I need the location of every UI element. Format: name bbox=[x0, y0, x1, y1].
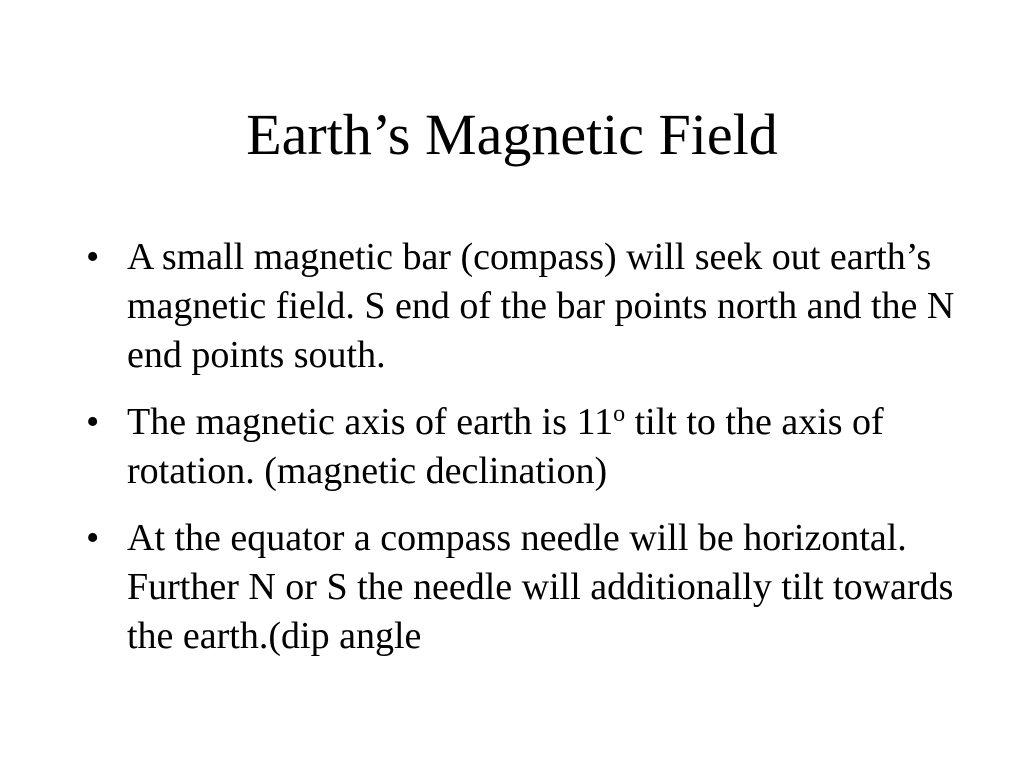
bullet-item-dip-angle bbox=[86, 514, 967, 661]
degree-superscript: o bbox=[613, 401, 626, 427]
bullet-icon: • bbox=[86, 517, 100, 559]
bullet-text-part: The magnetic axis of earth is 11 bbox=[127, 401, 614, 443]
bullet-text-part: tilt to the axis of rotation. (magnetic declination) bbox=[127, 401, 884, 492]
slide-title: Earth’s Magnetic Field bbox=[246, 102, 778, 167]
bullet-item-compass bbox=[86, 233, 967, 380]
bullet-list bbox=[86, 233, 967, 679]
bullet-text bbox=[127, 401, 884, 492]
bullet-icon: • bbox=[86, 401, 100, 443]
bullet-text: At the equator a compass needle will be horizontal. Further N or S the needle will additionally tilt towards the earth.(dip angle bbox=[127, 517, 954, 657]
bullet-item-magnetic-axis bbox=[86, 398, 967, 496]
bullet-icon: • bbox=[86, 236, 100, 278]
bullet-text: A small magnetic bar (compass) will seek out earth’s magnetic field. S end of the bar points north and the N end points south. bbox=[127, 236, 955, 376]
